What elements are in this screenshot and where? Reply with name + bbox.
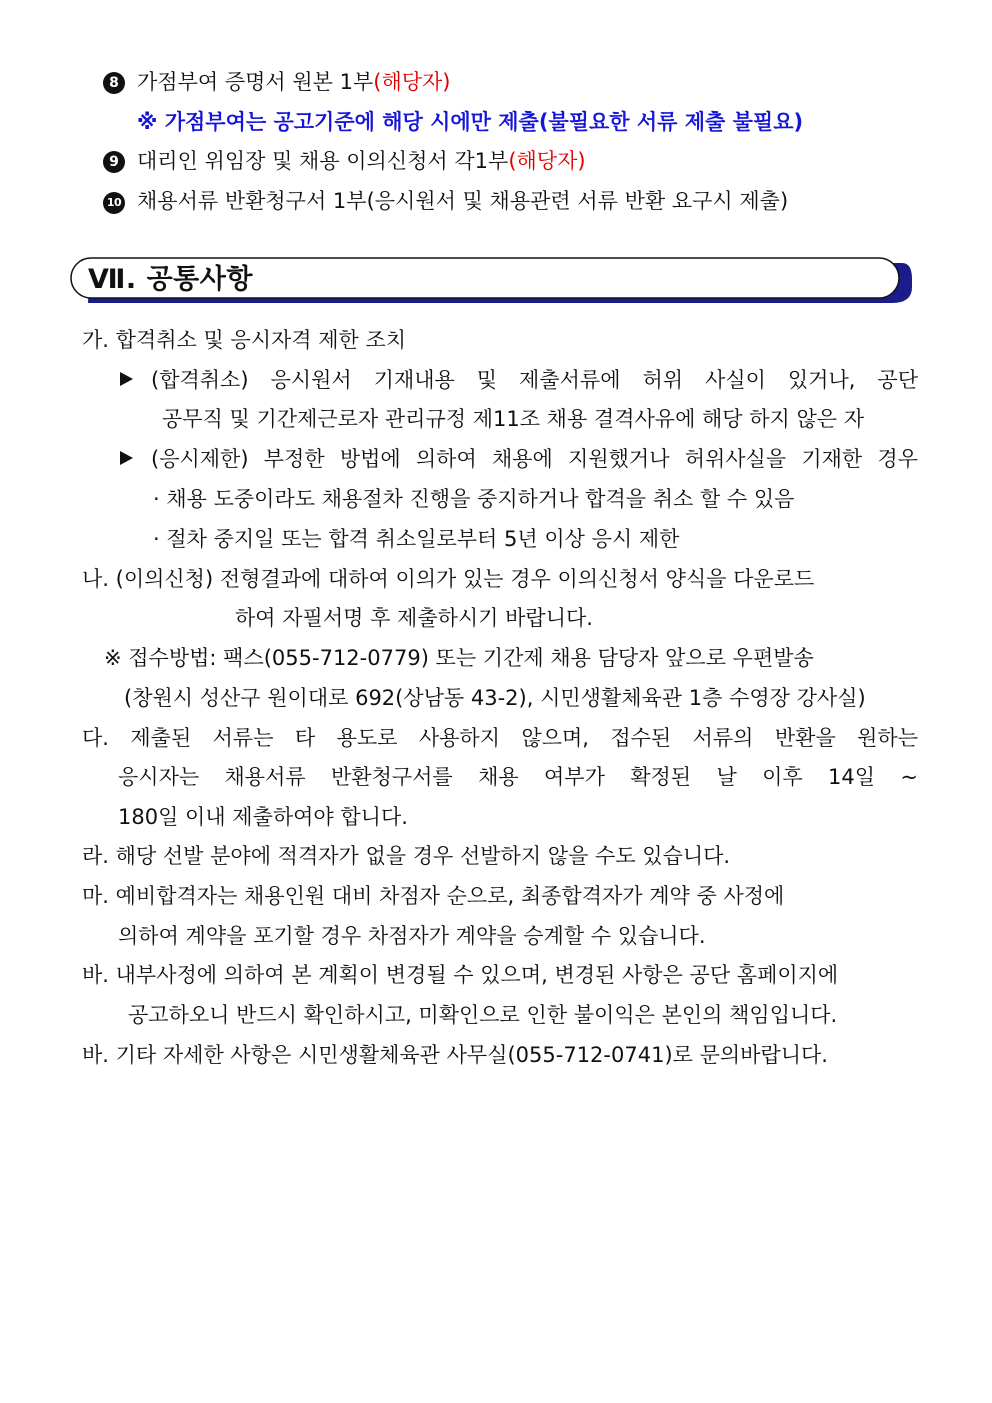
ba-2-line: 바. 기타 자세한 사항은 시민생활체육관 사무실(055-712-0741)로 문의바랍니다.: [82, 1043, 828, 1067]
ba-1-line-2: 공고하오니 반드시 확인하시고, 미확인으로 인한 불이익은 본인의 책임입니다.: [128, 1003, 838, 1027]
ga-bullet-1: [120, 365, 918, 395]
ma-line-1: 마. 예비합격자는 채용인원 대비 차점자 순으로, 최종합격자가 계약 중 사정에: [82, 884, 785, 908]
section-title: Ⅶ. 공통사항: [88, 264, 253, 295]
ga-sub-2: · 절차 중지일 또는 합격 취소일로부터 5년 이상 응시 제한: [153, 527, 680, 551]
triangle-bullet-icon: [120, 372, 133, 386]
list-item-text: 채용서류 반환청구서 1부(응시원서 및 채용관련 서류 반환 요구시 제출): [137, 189, 789, 213]
bonus-note: ※ 가점부여는 공고기준에 해당 시에만 제출(불필요한 서류 제출 불필요): [137, 110, 804, 134]
list-item-9: [103, 146, 586, 176]
ga-sub-1: · 채용 도중이라도 채용절차 진행을 중지하거나 합격을 취소 할 수 있음: [153, 487, 795, 511]
applicable-note: (해당자): [373, 70, 451, 94]
ga-heading: 가. 합격취소 및 응시자격 제한 조치: [82, 328, 407, 352]
triangle-bullet-icon: [120, 451, 133, 465]
na-line-1: 나. (이의신청) 전형결과에 대하여 이의가 있는 경우 이의신청서 양식을 다운로드: [82, 567, 815, 591]
list-item-10: [103, 186, 788, 216]
ga-bullet-2: [120, 444, 918, 474]
ga-bullet-1-text: (합격취소) 응시원서 기재내용 및 제출서류에 허위 사실이 있거나, 공단: [151, 368, 918, 392]
da-line-2: 응시자는 채용서류 반환청구서를 채용 여부가 확정된 날 이후 14일 ~: [118, 765, 918, 789]
da-line-3: 180일 이내 제출하여야 합니다.: [118, 805, 408, 829]
circled-number-10: 10: [103, 192, 125, 214]
ga-bullet-1-cont: 공무직 및 기간제근로자 관리규정 제11조 채용 결격사유에 해당 하지 않은 자: [162, 407, 865, 431]
na-note-2: (창원시 성산구 원이대로 692(상남동 43-2), 시민생활체육관 1층 수영장 강사실): [124, 686, 866, 710]
ga-bullet-2-text: (응시제한) 부정한 방법에 의하여 채용에 지원했거나 허위사실을 기재한 경우: [151, 447, 918, 471]
na-line-2: 하여 자필서명 후 제출하시기 바랍니다.: [235, 606, 593, 630]
na-note-1: ※ 접수방법: 팩스(055-712-0779) 또는 기간제 채용 담당자 앞으로 우편발송: [104, 646, 814, 670]
list-item-text: 가점부여 증명서 원본 1부: [137, 70, 374, 94]
circled-number-8: 8: [103, 72, 125, 94]
ba-1-line-1: 바. 내부사정에 의하여 본 계획이 변경될 수 있으며, 변경된 사항은 공단 홈페이지에: [82, 963, 839, 987]
circled-number-9: 9: [103, 151, 125, 173]
list-item-text: 대리인 위임장 및 채용 이의신청서 각1부: [137, 149, 509, 173]
ra-line: 라. 해당 선발 분야에 적격자가 없을 경우 선발하지 않을 수도 있습니다.: [82, 844, 731, 868]
da-line-1: 다. 제출된 서류는 타 용도로 사용하지 않으며, 접수된 서류의 반환을 원하는: [82, 726, 918, 750]
ma-line-2: 의하여 계약을 포기할 경우 차점자가 계약을 승계할 수 있습니다.: [118, 924, 706, 948]
applicable-note: (해당자): [508, 149, 586, 173]
list-item-8: [103, 67, 451, 97]
